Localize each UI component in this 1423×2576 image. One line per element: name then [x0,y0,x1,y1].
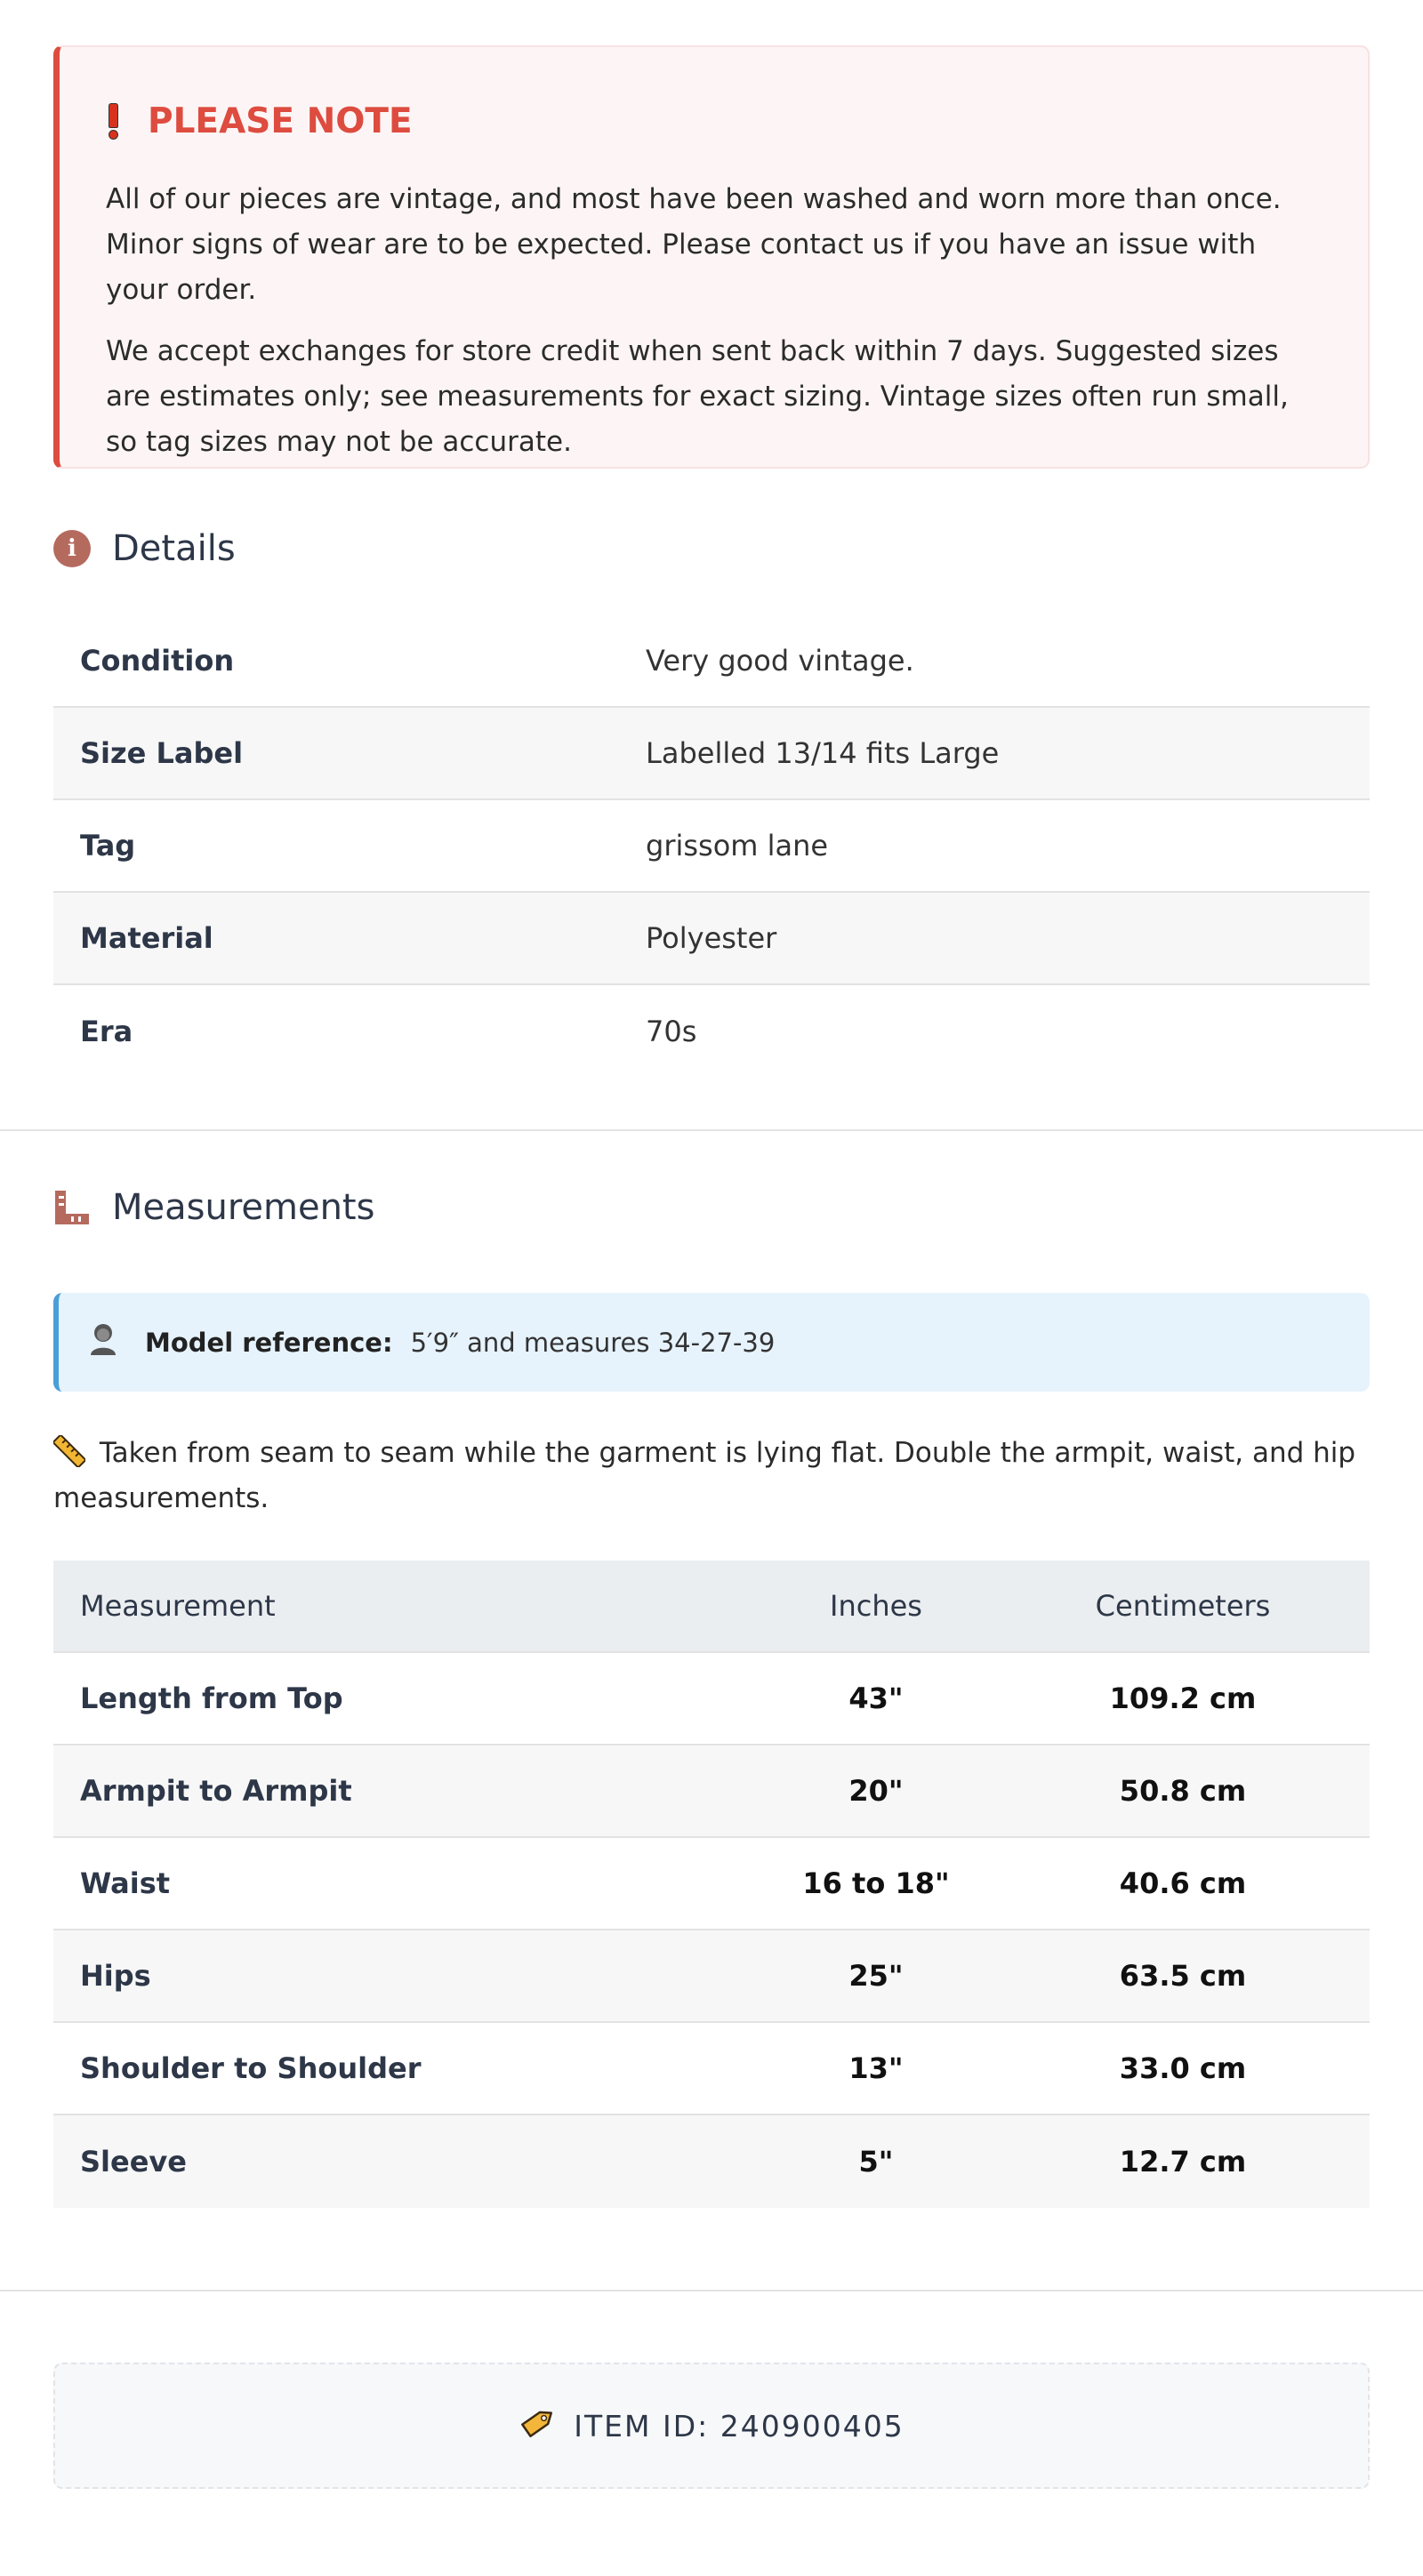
details-label: Size Label [80,736,244,770]
measurement-name: Hips [80,1959,151,1993]
model-reference-label: Model reference: [145,1327,393,1358]
measurement-name: Armpit to Armpit [80,1774,352,1808]
table-row [53,2023,1370,2115]
ruler-pencil-icon [53,1437,100,1469]
measurement-inches: 5" [858,2145,894,2179]
details-value: 70s [646,1015,697,1048]
details-label: Condition [80,644,235,678]
notice-paragraph: All of our pieces are vintage, and most have been washed and worn more than once. Minor signs of wear are to be expected. Please contact us if you have an issue with your order. [106,183,1282,306]
details-label: Tag [80,829,136,863]
person-icon [88,1322,118,1362]
measurement-cm: 63.5 cm [1119,1959,1247,1993]
notice-paragraph: We accept exchanges for store credit when sent back within 7 days. Suggested sizes are estimates only; see measurements for exact sizing. Vintage sizes often run small, so tag sizes may not be accurate. [106,335,1289,458]
measurement-name: Shoulder to Shoulder [80,2051,422,2085]
details-row [53,985,1370,1078]
table-row [53,1838,1370,1930]
details-heading-text: Details [112,528,236,569]
measurement-cm: 50.8 cm [1119,1774,1247,1808]
section-divider [0,1129,1423,1131]
details-value: grissom lane [646,829,829,863]
notice-title-text: PLEASE NOTE [148,100,413,141]
measurement-name: Waist [80,1866,171,1900]
measurement-note-text: Taken from seam to seam while the garment is lying flat. Double the armpit, waist, and hip measurements. [53,1437,1356,1514]
details-row [53,893,1370,985]
measurements-heading-text: Measurements [112,1187,375,1228]
table-row [53,1653,1370,1745]
measurement-note [53,1431,1370,1521]
details-label: Material [80,921,213,955]
ruler-icon [53,1189,91,1226]
table-row [53,2115,1370,2208]
measurement-inches: 20" [848,1774,904,1808]
measurement-inches: 25" [848,1959,904,1993]
measurement-cm: 12.7 cm [1119,2145,1247,2179]
price-tag-icon [519,2404,558,2447]
item-id-text: ITEM ID: 240900405 [574,2408,904,2444]
measurement-cm: 40.6 cm [1119,1866,1247,1900]
details-row [53,615,1370,708]
column-header: Inches [830,1589,922,1623]
measurement-name: Sleeve [80,2145,187,2179]
details-label: Era [80,1015,133,1048]
notice-box [53,45,1370,469]
notice-title [106,99,1322,143]
table-row [53,1930,1370,2023]
details-heading [53,522,1370,575]
section-divider [0,2290,1423,2291]
column-header: Measurement [80,1589,276,1623]
info-icon: i [53,530,91,567]
details-table [53,615,1370,1078]
table-header [53,1561,1370,1653]
measurement-inches: 13" [848,2051,904,2085]
details-value: Labelled 13/14 fits Large [646,736,1000,770]
details-row [53,708,1370,800]
model-reference-box [53,1293,1370,1392]
item-id-box [53,2363,1370,2489]
details-row [53,800,1370,893]
measurement-inches: 16 to 18" [802,1866,950,1900]
measurement-cm: 33.0 cm [1119,2051,1247,2085]
measurement-cm: 109.2 cm [1109,1681,1257,1715]
model-reference-value: 5′9″ and measures 34-27-39 [410,1327,776,1358]
measurement-inches: 43" [848,1681,904,1715]
details-value: Very good vintage. [646,644,914,678]
measurement-name: Length from Top [80,1681,343,1715]
details-value: Polyester [646,921,777,955]
exclamation-icon [106,103,118,139]
measurements-table [53,1561,1370,2208]
column-header: Centimeters [1095,1589,1271,1623]
measurements-heading [53,1181,1370,1234]
table-row [53,1745,1370,1838]
